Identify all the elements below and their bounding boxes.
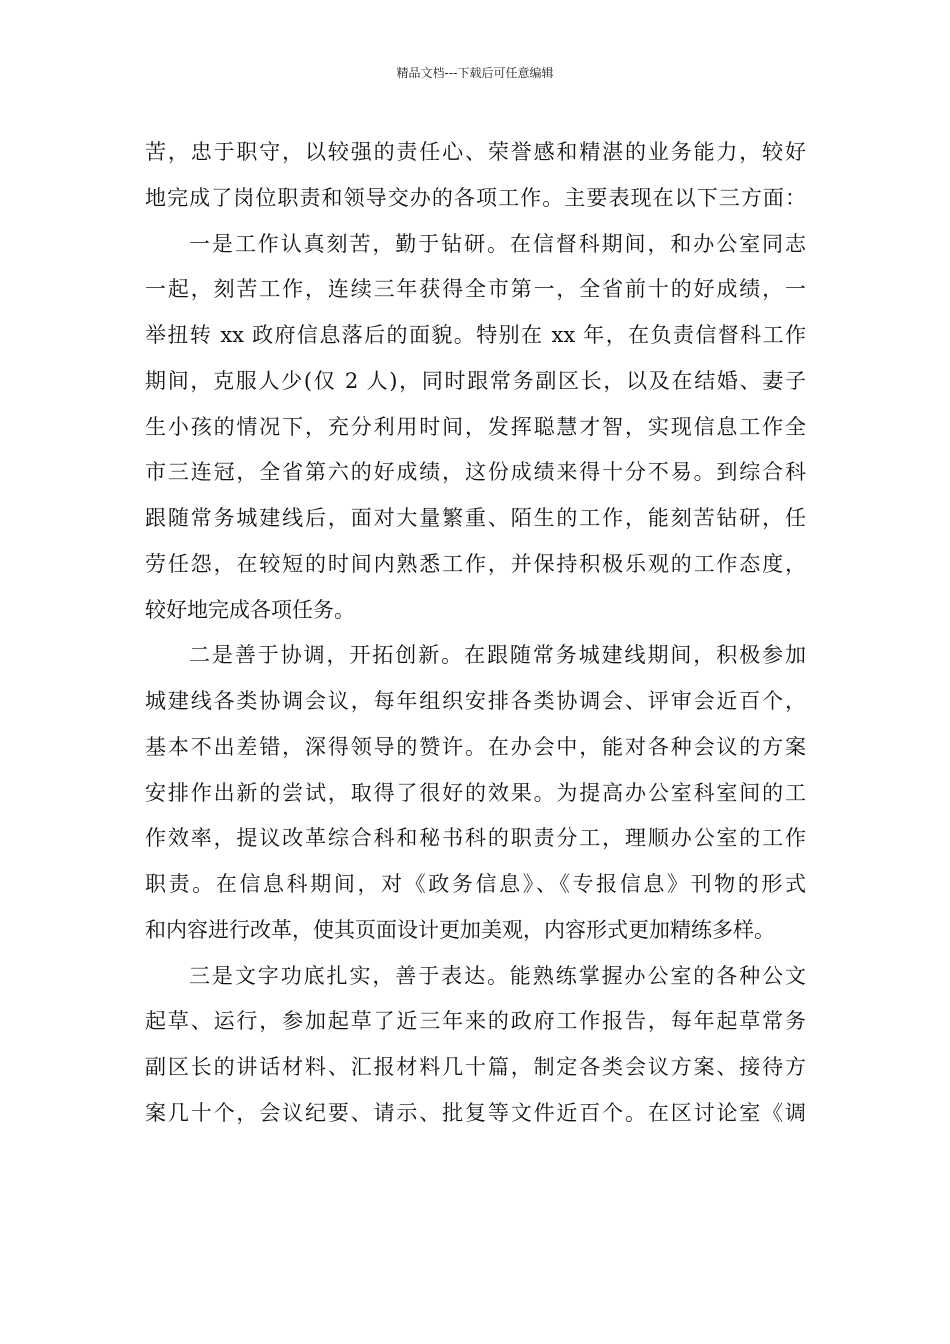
text-line: 苦，忠于职守，以较强的责任心、荣誉感和精湛的业务能力，较好 — [145, 140, 806, 164]
page-header: 精品文档---下载后可任意编辑 — [396, 66, 554, 80]
text-line: 三是文字功底扎实，善于表达。能熟练掌握办公室的各种公文 — [189, 963, 806, 988]
text-line: 市三连冠，全省第六的好成绩，这份成绩来得十分不易。到综合科 — [145, 460, 806, 485]
text-line: 作效率，提议改革综合科和秘书科的职责分工，理顺办公室的工作 — [145, 826, 806, 851]
text-line: 安排作出新的尝试，取得了很好的效果。为提高办公室科室间的工 — [145, 780, 806, 805]
text-line: 案几十个，会议纪要、请示、批复等文件近百个。在区讨论室《调 — [145, 1100, 806, 1125]
text-line: 生小孩的情况下，充分利用时间，发挥聪慧才智，实现信息工作全 — [145, 414, 806, 439]
text-line: 较好地完成各项任务。 — [145, 597, 355, 622]
text-line: 地完成了岗位职责和领导交办的各项工作。主要表现在以下三方面： — [145, 185, 806, 210]
text-line: 和内容进行改革，使其页面设计更加美观，内容形式更加精练多样。 — [145, 917, 775, 942]
text-line: 二是善于协调，开拓创新。在跟随常务城建线期间，积极参加 — [189, 643, 806, 668]
text-line: 起草、运行，参加起草了近三年来的政府工作报告，每年起草常务 — [145, 1009, 806, 1034]
text-line: 城建线各类协调会议，每年组织安排各类协调会、评审会近百个， — [145, 689, 806, 713]
text-line: 副区长的讲话材料、汇报材料几十篇，制定各类会议方案、接待方 — [145, 1055, 806, 1079]
text-line: 期间，克服人少(仅 2 人)，同时跟常务副区长，以及在结婚、妻子 — [145, 368, 806, 393]
text-line: 劳任怨，在较短的时间内熟悉工作，并保持积极乐观的工作态度， — [145, 551, 806, 576]
text-line: 职责。在信息科期间，对《政务信息》、《专报信息》刊物的形式 — [145, 872, 806, 896]
text-line: 基本不出差错，深得领导的赞许。在办会中，能对各种会议的方案 — [145, 734, 806, 759]
text-line: 跟随常务城建线后，面对大量繁重、陌生的工作，能刻苦钻研，任 — [145, 506, 806, 530]
text-line: 举扭转 xx 政府信息落后的面貌。特别在 xx 年，在负责信督科工作 — [145, 323, 806, 347]
document-body — [145, 130, 806, 1137]
text-line: 一起，刻苦工作，连续三年获得全市第一，全省前十的好成绩，一 — [145, 277, 806, 302]
text-line: 一是工作认真刻苦，勤于钻研。在信督科期间，和办公室同志 — [189, 231, 806, 256]
